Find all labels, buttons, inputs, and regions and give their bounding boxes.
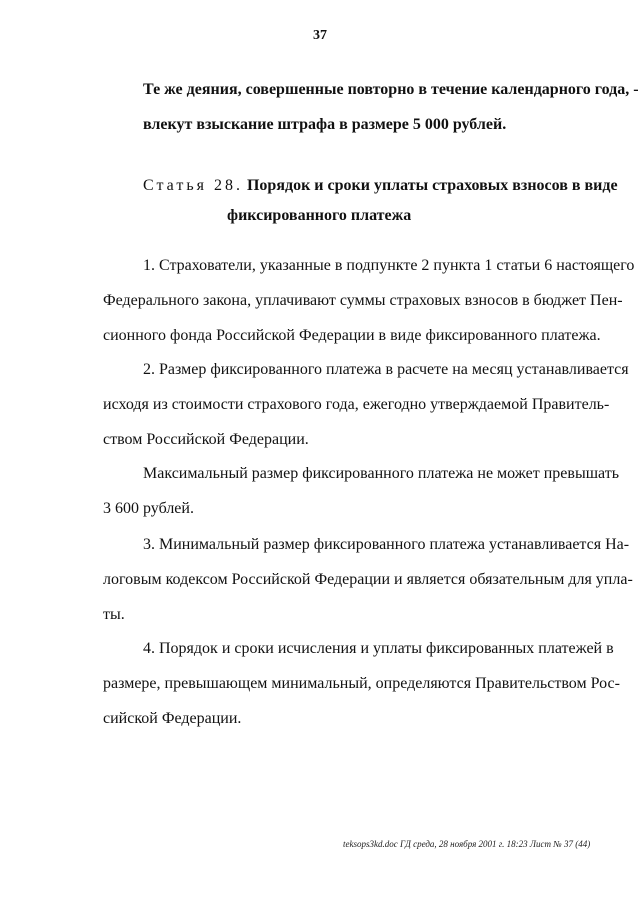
paragraph-3-line-1: 3. Минимальный размер фиксированного платежа устанавливается На- <box>143 536 630 553</box>
document-footer: teksops3kd.doc ГД среда, 28 ноября 2001 г. 18:23 Лист № 37 (44) <box>343 839 591 849</box>
article-label: Статья 28. <box>143 177 243 194</box>
article-title-line-1: Порядок и сроки уплаты страховых взносов в виде <box>246 177 618 194</box>
paragraph-4-line-1: 4. Порядок и сроки исчисления и уплаты фиксированных платежей в <box>143 640 614 657</box>
intro-paragraph <box>143 72 639 142</box>
paragraph-3 <box>103 527 633 632</box>
paragraph-3-line-3: ты. <box>103 606 125 623</box>
paragraph-1 <box>103 248 635 353</box>
paragraph-4-line-3: сийской Федерации. <box>103 710 242 727</box>
paragraph-3-line-2: логовым кодексом Российской Федерации и является обязательным для упла- <box>103 571 633 588</box>
paragraph-4-line-2: размере, превышающем минимальный, определяются Правительством Рос- <box>103 675 620 692</box>
paragraph-2b-line-1: Максимальный размер фиксированного платежа не может превышать <box>143 465 619 482</box>
paragraph-1-line-2: Федерального закона, уплачивают суммы страховых взносов в бюджет Пен- <box>103 292 623 309</box>
paragraph-4 <box>103 631 620 736</box>
paragraph-2b-line-2: 3 600 рублей. <box>103 500 194 517</box>
paragraph-1-line-1: 1. Страхователи, указанные в подпункте 2 пункта 1 статьи 6 настоящего <box>143 257 635 274</box>
page-number: 37 <box>313 28 327 43</box>
article-heading <box>143 171 618 231</box>
paragraph-2-line-3: ством Российской Федерации. <box>103 431 309 448</box>
article-title-line-2: фиксированного платежа <box>227 207 412 224</box>
paragraph-2-line-1: 2. Размер фиксированного платежа в расчете на месяц устанавливается <box>143 361 629 378</box>
paragraph-2-line-2: исходя из стоимости страхового года, ежегодно утверждаемой Правитель- <box>103 396 610 413</box>
paragraph-2 <box>103 352 629 457</box>
paragraph-1-line-3: сионного фонда Российской Федерации в виде фиксированного платежа. <box>103 327 601 344</box>
intro-line-1: Те же деяния, совершенные повторно в течение календарного года, - <box>143 81 639 98</box>
paragraph-2b <box>103 456 619 526</box>
intro-line-2: влекут взыскание штрафа в размере 5 000 рублей. <box>143 116 507 133</box>
